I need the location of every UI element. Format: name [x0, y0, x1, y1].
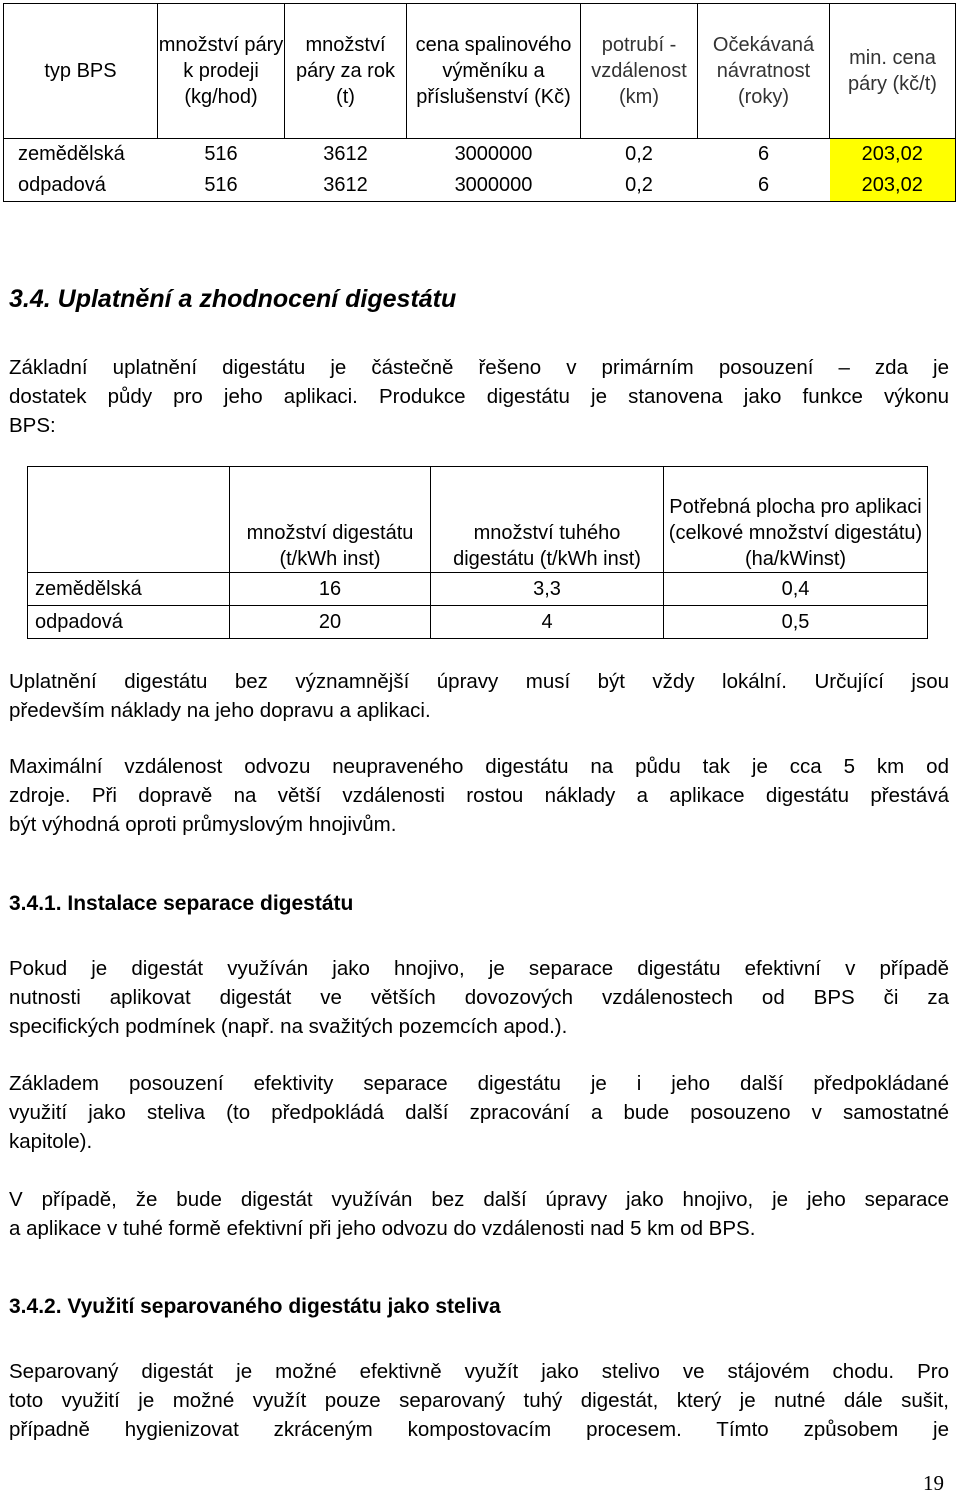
cell-value: 3612 [323, 143, 368, 166]
text-line: V případě, že bude digestát využíván bez další úpravy jako hnojivo, je jeho separace [9, 1188, 949, 1211]
paragraph-separation-efficiency [9, 954, 949, 1041]
header-pipe-distance: potrubí - vzdálenost (km) [581, 4, 698, 139]
cell-value: 20 [230, 606, 431, 639]
cell-value: 3000000 [454, 143, 533, 166]
paragraph-solid-form [9, 1185, 949, 1243]
cell-value: 16 [230, 573, 431, 606]
header-required-area: Potřebná plocha pro aplikaci (celkové množství digestátu) (ha/kWinst) [664, 467, 928, 573]
page-number: 19 [923, 1471, 944, 1495]
cell-value: 3612 [285, 170, 407, 202]
text-line: kapitole). [9, 1130, 93, 1153]
cell-value: 0,2 [581, 170, 698, 202]
paragraph-local-use [9, 667, 949, 725]
text-line: Základem posouzení efektivity separace digestátu je i jeho další předpokládané [9, 1072, 949, 1095]
header-digestate-amount: množství digestátu (t/kWh inst) [230, 467, 431, 573]
cell-value: 0,5 [664, 606, 928, 639]
cell-value: 516 [204, 143, 238, 166]
cell-value: 6 [757, 143, 770, 166]
text-line: využití jako steliva (to předpokládá další zpracování a bude posouzeno v samostatné [9, 1101, 949, 1124]
section-heading-3-4-2: 3.4.2. Využití separovaného digestátu jako steliva [9, 1295, 501, 1318]
text-line: Uplatnění digestátu bez významnější úpravy musí být vždy lokální. Určující jsou [9, 670, 949, 693]
paragraph-separated-bedding [9, 1357, 949, 1444]
header-empty [28, 467, 230, 573]
text-line: být výhodná oproti průmyslovým hnojivům. [9, 813, 397, 836]
text-line: toto využití je možné využít pouze separovaný tuhý digestát, který je nutné dále sušit, [9, 1389, 949, 1412]
table-row [4, 170, 956, 202]
cell-type: odpadová [4, 170, 158, 202]
cell-value: 3,3 [431, 573, 664, 606]
header-min-price: min. cena páry (kč/t) [830, 4, 956, 139]
text-line: nutnosti aplikovat digestát ve větších dovozových vzdálenostech od BPS či za [9, 986, 949, 1009]
text-line: Maximální vzdálenost odvozu neupraveného digestátu na půdu tak je cca 5 km od [9, 755, 949, 778]
paragraph-bedding-use [9, 1069, 949, 1156]
text-line: BPS: [9, 414, 56, 437]
cell-type: zemědělská [4, 138, 158, 170]
text-line: případně hygienizovat zkráceným kompostovacím procesem. Tímto způsobem je [9, 1418, 949, 1441]
section-heading-3-4: 3.4. Uplatnění a zhodnocení digestátu [9, 285, 457, 313]
table-row [28, 573, 928, 606]
header-steam-sale: množství páry k prodeji (kg/hod) [158, 4, 285, 139]
text-line: Pokud je digestát využíván jako hnojivo, je separace digestátu efektivní v případě [9, 957, 949, 980]
cell-value: 0,2 [625, 143, 653, 166]
header-typ-bps: typ BPS [4, 4, 158, 139]
header-solid-digestate: množství tuhého digestátu (t/kWh inst) [431, 467, 664, 573]
text-line: Základní uplatnění digestátu je částečně řešeno v primárním posouzení – zda je [9, 356, 949, 379]
cell-type: odpadová [28, 606, 230, 639]
cell-type: zemědělská [28, 573, 230, 606]
section-heading-3-4-1: 3.4.1. Instalace separace digestátu [9, 892, 354, 915]
cell-value: 6 [698, 170, 830, 202]
steam-price-table [3, 3, 956, 202]
cell-value: 3000000 [407, 170, 581, 202]
cell-min-price: 203,02 [830, 170, 956, 202]
header-exchanger-price: cena spalinového výměníku a příslušenství (Kč) [407, 4, 581, 139]
cell-value: 4 [431, 606, 664, 639]
text-line: a aplikace v tuhé formě efektivní při jeho odvozu do vzdálenosti nad 5 km od BPS. [9, 1217, 756, 1240]
cell-value: 516 [158, 170, 285, 202]
digestate-table [27, 466, 928, 639]
text-line: zdroje. Při dopravě na větší vzdálenosti rostou náklady a aplikace digestátu přestává [9, 784, 949, 807]
table-row [28, 606, 928, 639]
text-line: specifických podmínek (např. na svažitých pozemcích apod.). [9, 1015, 568, 1038]
header-steam-year: množství páry za rok (t) [285, 4, 407, 139]
cell-min-price: 203,02 [830, 138, 956, 170]
text-line: Separovaný digestát je možné efektivně využít jako stelivo ve stájovém chodu. Pro [9, 1360, 949, 1383]
paragraph-digestate-intro [9, 353, 949, 440]
paragraph-max-distance [9, 752, 949, 839]
cell-value: 0,4 [664, 573, 928, 606]
header-payback: Očekávaná návratnost (roky) [698, 4, 830, 139]
table-row [4, 138, 956, 170]
text-line: dostatek půdy pro jeho aplikaci. Produkce digestátu je stanovena jako funkce výkonu [9, 385, 949, 408]
text-line: především náklady na jeho dopravu a aplikaci. [9, 699, 431, 722]
